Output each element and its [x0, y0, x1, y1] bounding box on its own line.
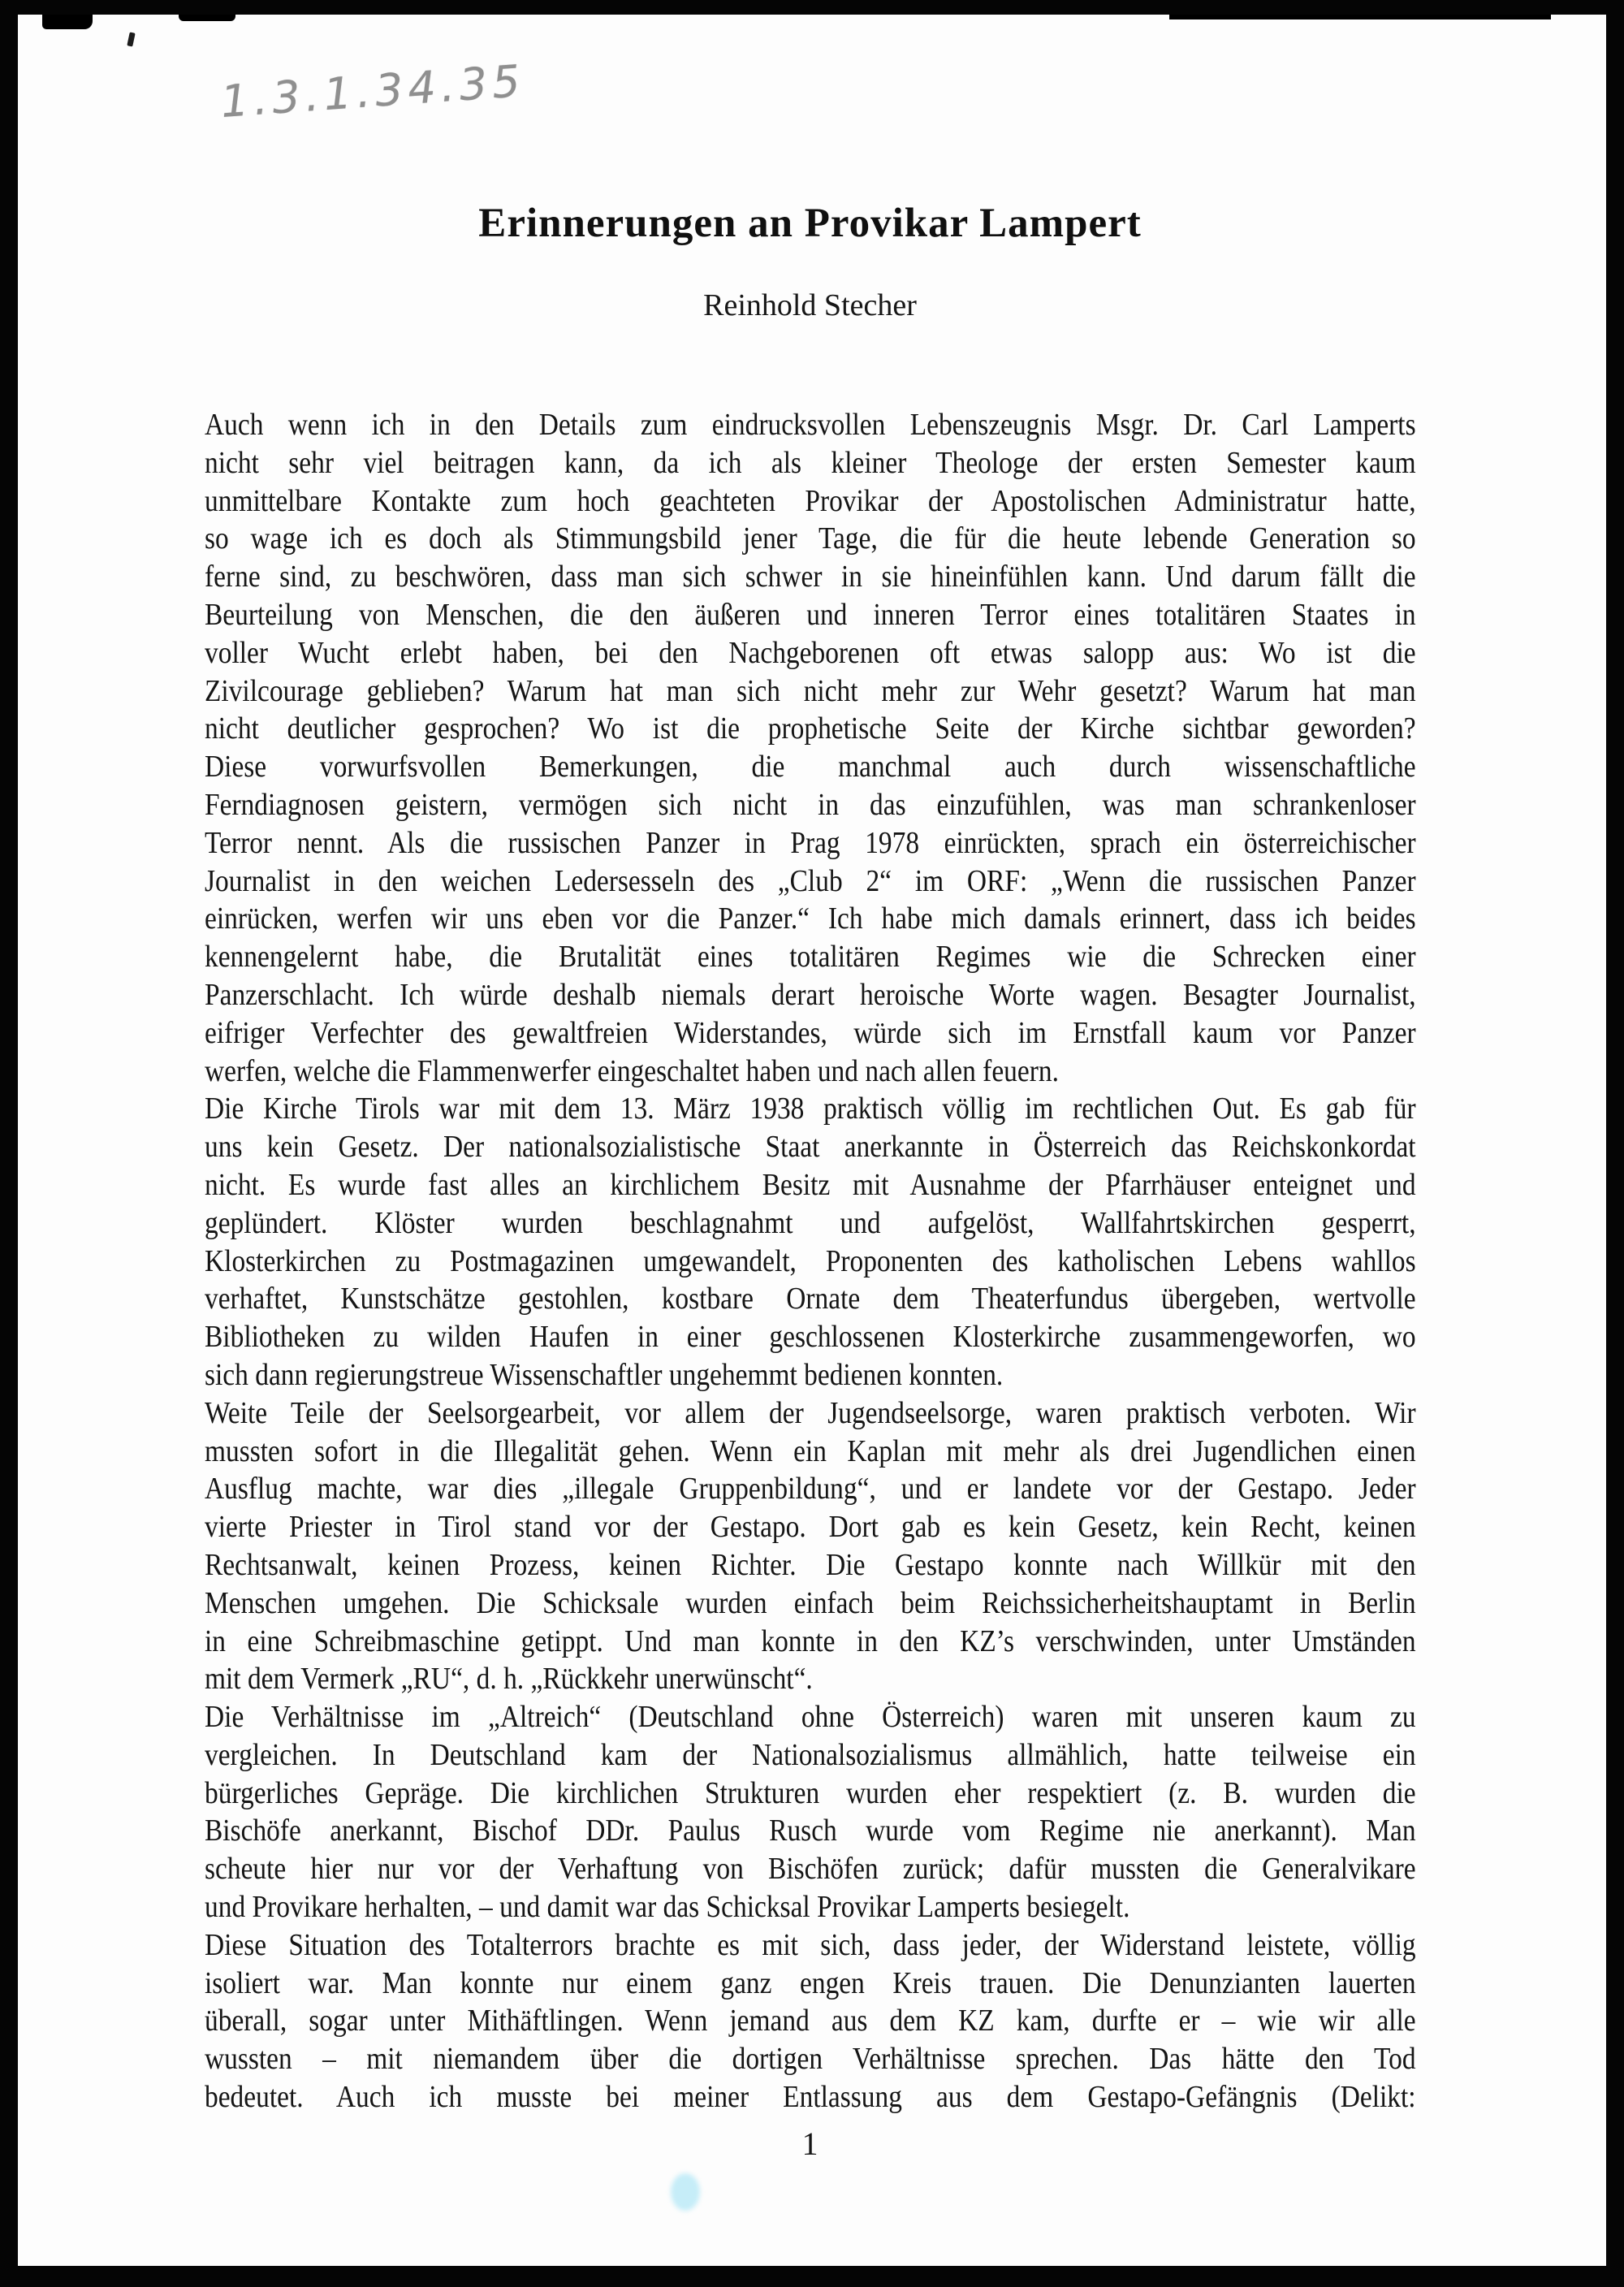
text-line: scheute hier nur vor der Verhaftung von Bischöfen zurück; dafür mussten die Generalvikare — [205, 1852, 1416, 1887]
text-line: uns kein Gesetz. Der nationalsozialistische Staat anerkannte in Österreich das Reichskonkordat — [205, 1130, 1416, 1165]
text-line: Ferndiagnosen geistern, vermögen sich nicht in das einzufühlen, was man schrankenloser — [205, 787, 1416, 822]
text-line: geplündert. Klöster wurden beschlagnahmt und aufgelöst, Wallfahrtskirchen gesperrt, — [205, 1205, 1416, 1240]
text-line: Bischöfe anerkannt, Bischof DDr. Paulus Rusch wurde vom Regime nie anerkannt). Man — [205, 1814, 1416, 1848]
text-line: Menschen umgehen. Die Schicksale wurden einfach beim Reichssicherheitshauptamt in Berlin — [205, 1585, 1416, 1620]
text-line: verhaftet, Kunstschätze gestohlen, kostbare Ornate dem Theaterfundus übergeben, wertvolle — [205, 1282, 1416, 1316]
text-line: mussten sofort in die Illegalität gehen. Wenn ein Kaplan mit mehr als drei Jugendlichen einen — [205, 1433, 1416, 1468]
text-line: Klosterkirchen zu Postmagazinen umgewandelt, Proponenten des katholischen Lebens wahllos — [205, 1243, 1416, 1278]
handwritten-archive-number: 1.3.1.34.35 — [218, 54, 527, 128]
text-line: voller Wucht erlebt haben, bei den Nachgeborenen oft etwas salopp aus: Wo ist die — [205, 635, 1416, 670]
scan-artifact-top-right-strip — [1169, 15, 1551, 19]
text-line: überall, sogar unter Mithäftlingen. Wenn jemand aus dem KZ kam, durfte er – wie wir alle — [205, 2004, 1416, 2038]
author-name: Reinhold Stecher — [703, 288, 917, 322]
text-line: eifriger Verfechter des gewaltfreien Widerstandes, würde sich im Ernstfall kaum vor Panzer — [205, 1015, 1416, 1050]
text-line: vergleichen. In Deutschland kam der Nationalsozialismus allmählich, hatte teilweise ein — [205, 1737, 1416, 1772]
text-line: Die Verhältnisse im „Altreich“ (Deutschland ohne Österreich) waren mit unseren kaum zu — [205, 1700, 1416, 1735]
text-line: Zivilcourage geblieben? Warum hat man sich nicht mehr zur Wehr gesetzt? Warum hat man — [205, 673, 1416, 708]
text-line: Ausflug machte, war dies „illegale Gruppenbildung“, und er landete vor der Gestapo. Jeder — [205, 1472, 1416, 1507]
text-line: und Provikare herhalten, – und damit war das Schicksal Provikar Lamperts besiegelt. — [205, 1890, 1130, 1925]
text-line: Auch wenn ich in den Details zum eindrucksvollen Lebenszeugnis Msgr. Dr. Carl Lamperts — [205, 408, 1416, 442]
text-line: nicht sehr viel beitragen kann, da ich als kleiner Theologe der ersten Semester kaum — [205, 445, 1416, 480]
text-line: Bibliotheken zu wilden Haufen in einer geschlossenen Klosterkirche zusammengeworfen, wo — [205, 1320, 1416, 1355]
text-line: Diese Situation des Totalterrors brachte es mit sich, dass jeder, der Widerstand leistete, völlig — [205, 1927, 1416, 1962]
text-line: Terror nennt. Als die russischen Panzer in Prag 1978 einrückten, sprach ein österreichischer — [205, 825, 1416, 860]
text-line: nicht deutlicher gesprochen? Wo ist die prophetische Seite der Kirche sichtbar geworden? — [205, 711, 1416, 746]
text-line: bedeutet. Auch ich musste bei meiner Entlassung aus dem Gestapo-Gefängnis (Delikt: — [205, 2080, 1416, 2115]
text-line: Panzerschlacht. Ich würde deshalb niemals derart heroische Worte wagen. Besagter Journalist, — [205, 977, 1416, 1012]
page-title: Erinnerungen an Provikar Lampert — [478, 201, 1142, 246]
text-line: Beurteilung von Menschen, die den äußeren und inneren Terror eines totalitären Staates in — [205, 597, 1416, 632]
scan-artifact-top-blob — [179, 15, 235, 21]
text-line: bürgerliches Gepräge. Die kirchlichen Strukturen wurden eher respektiert (z. B. wurden die — [205, 1775, 1416, 1810]
text-line: vierte Priester in Tirol stand vor der Gestapo. Dort gab es kein Gesetz, kein Recht, keinen — [205, 1510, 1416, 1545]
text-line: isoliert war. Man konnte nur einem ganz engen Kreis trauen. Die Denunzianten lauerten — [205, 1965, 1416, 2000]
text-line: einrücken, werfen wir uns eben vor die Panzer.“ Ich habe mich damals erinnert, dass ich beides — [205, 901, 1416, 936]
text-line: kennengelernt habe, die Brutalität eines totalitären Regimes wie die Schrecken einer — [205, 940, 1416, 975]
text-line: in eine Schreibmaschine getippt. Und man konnte in den KZ’s verschwinden, unter Umständen — [205, 1623, 1416, 1658]
text-line: wussten – mit niemandem über die dortigen Verhältnisse sprechen. Das hätte den Tod — [205, 2042, 1416, 2077]
text-line: Journalist in den weichen Ledersesseln des „Club 2“ im ORF: „Wenn die russischen Panzer — [205, 863, 1416, 898]
text-line: Weite Teile der Seelsorgearbeit, vor allem der Jugendseelsorge, waren praktisch verboten. Wir — [205, 1395, 1416, 1430]
text-line: Rechtsanwalt, keinen Prozess, keinen Richter. Die Gestapo konnte nach Willkür mit den — [205, 1547, 1416, 1582]
text-line: mit dem Vermerk „RU“, d. h. „Rückkehr unerwünscht“. — [205, 1662, 813, 1697]
text-line: werfen, welche die Flammenwerfer eingeschaltet haben und nach allen feuern. — [205, 1053, 1059, 1088]
text-line: so wage ich es doch als Stimmungsbild jener Tage, die für die heute lebende Generation so — [205, 521, 1416, 556]
text-line: Diese vorwurfsvollen Bemerkungen, die manchmal auch durch wissenschaftliche — [205, 750, 1416, 785]
text-line: Die Kirche Tirols war mit dem 13. März 1938 praktisch völlig im rechtlichen Out. Es gab für — [205, 1092, 1416, 1126]
text-line: nicht. Es wurde fast alles an kirchlichem Besitz mit Ausnahme der Pfarrhäuser enteignet und — [205, 1167, 1416, 1202]
scan-artifact-blue-smudge — [671, 2173, 700, 2211]
scan-artifact-top-left-blob — [42, 15, 93, 29]
text-line: unmittelbare Kontakte zum hoch geachteten Provikar der Apostolischen Administratur hatte, — [205, 483, 1416, 518]
text-line: sich dann regierungstreue Wissenschaftler ungehemmt bedienen konnten. — [205, 1357, 1004, 1392]
page-number: 1 — [801, 2125, 818, 2162]
body-text — [205, 406, 1581, 2116]
text-line: ferne sind, zu beschwören, dass man sich schwer in sie hineinfühlen kann. Und darum fällt die — [205, 560, 1416, 594]
